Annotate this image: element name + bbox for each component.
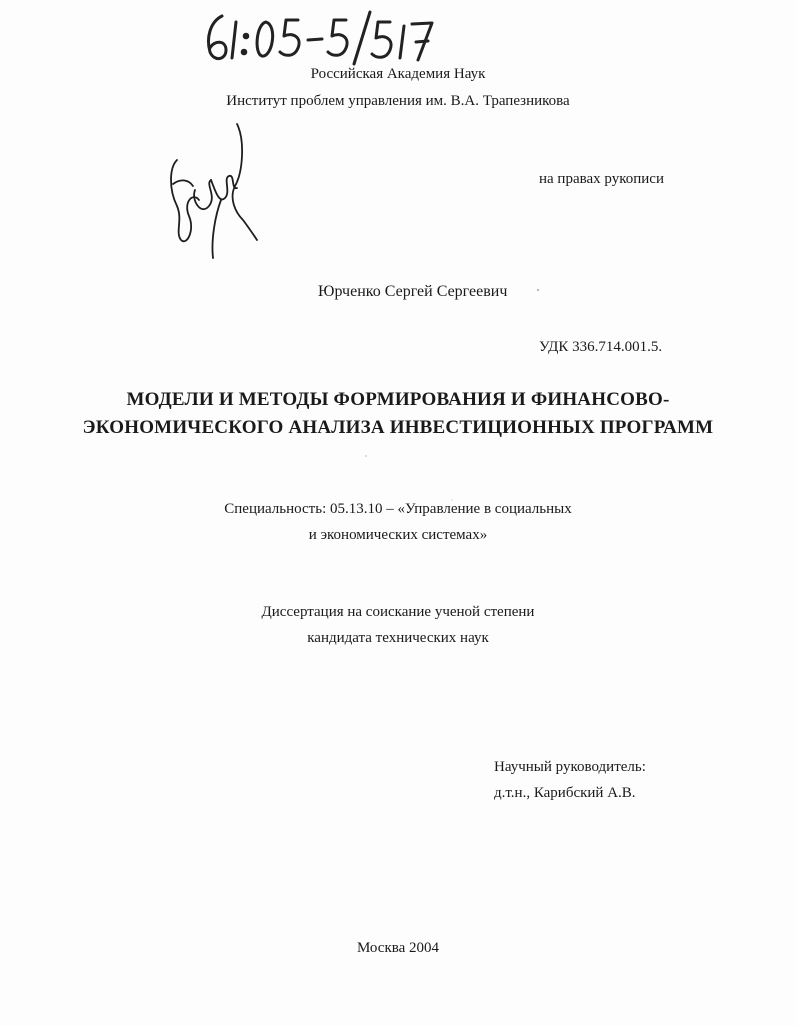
institute-name: Институт проблем управления им. В.А. Трапезникова	[226, 93, 570, 109]
degree-line-2: кандидата технических наук	[307, 630, 489, 646]
title-line-2: ЭКОНОМИЧЕСКОГО АНАЛИЗА ИНВЕСТИЦИОННЫХ ПРОГРАММ	[82, 417, 714, 438]
author-name: Юрченко Сергей Сергеевич	[318, 283, 508, 300]
title-line-1: МОДЕЛИ И МЕТОДЫ ФОРМИРОВАНИЯ И ФИНАНСОВО-	[126, 389, 670, 410]
supervisor-name: д.т.н., Карибский А.В.	[494, 785, 636, 801]
specialty-line-2: и экономических системах»	[308, 527, 488, 543]
degree-line-1: Диссертация на соискание ученой степени	[261, 604, 535, 620]
city-year: Москва 2004	[356, 940, 440, 956]
specialty-line-1: Специальность: 05.13.10 – «Управление в социальных	[224, 501, 572, 517]
academy-name: Российская Академия Наук	[310, 66, 486, 82]
manuscript-note: на правах рукописи	[539, 171, 664, 187]
udc-code: УДК 336.714.001.5.	[539, 339, 663, 355]
supervisor-label: Научный руководитель:	[494, 759, 646, 775]
